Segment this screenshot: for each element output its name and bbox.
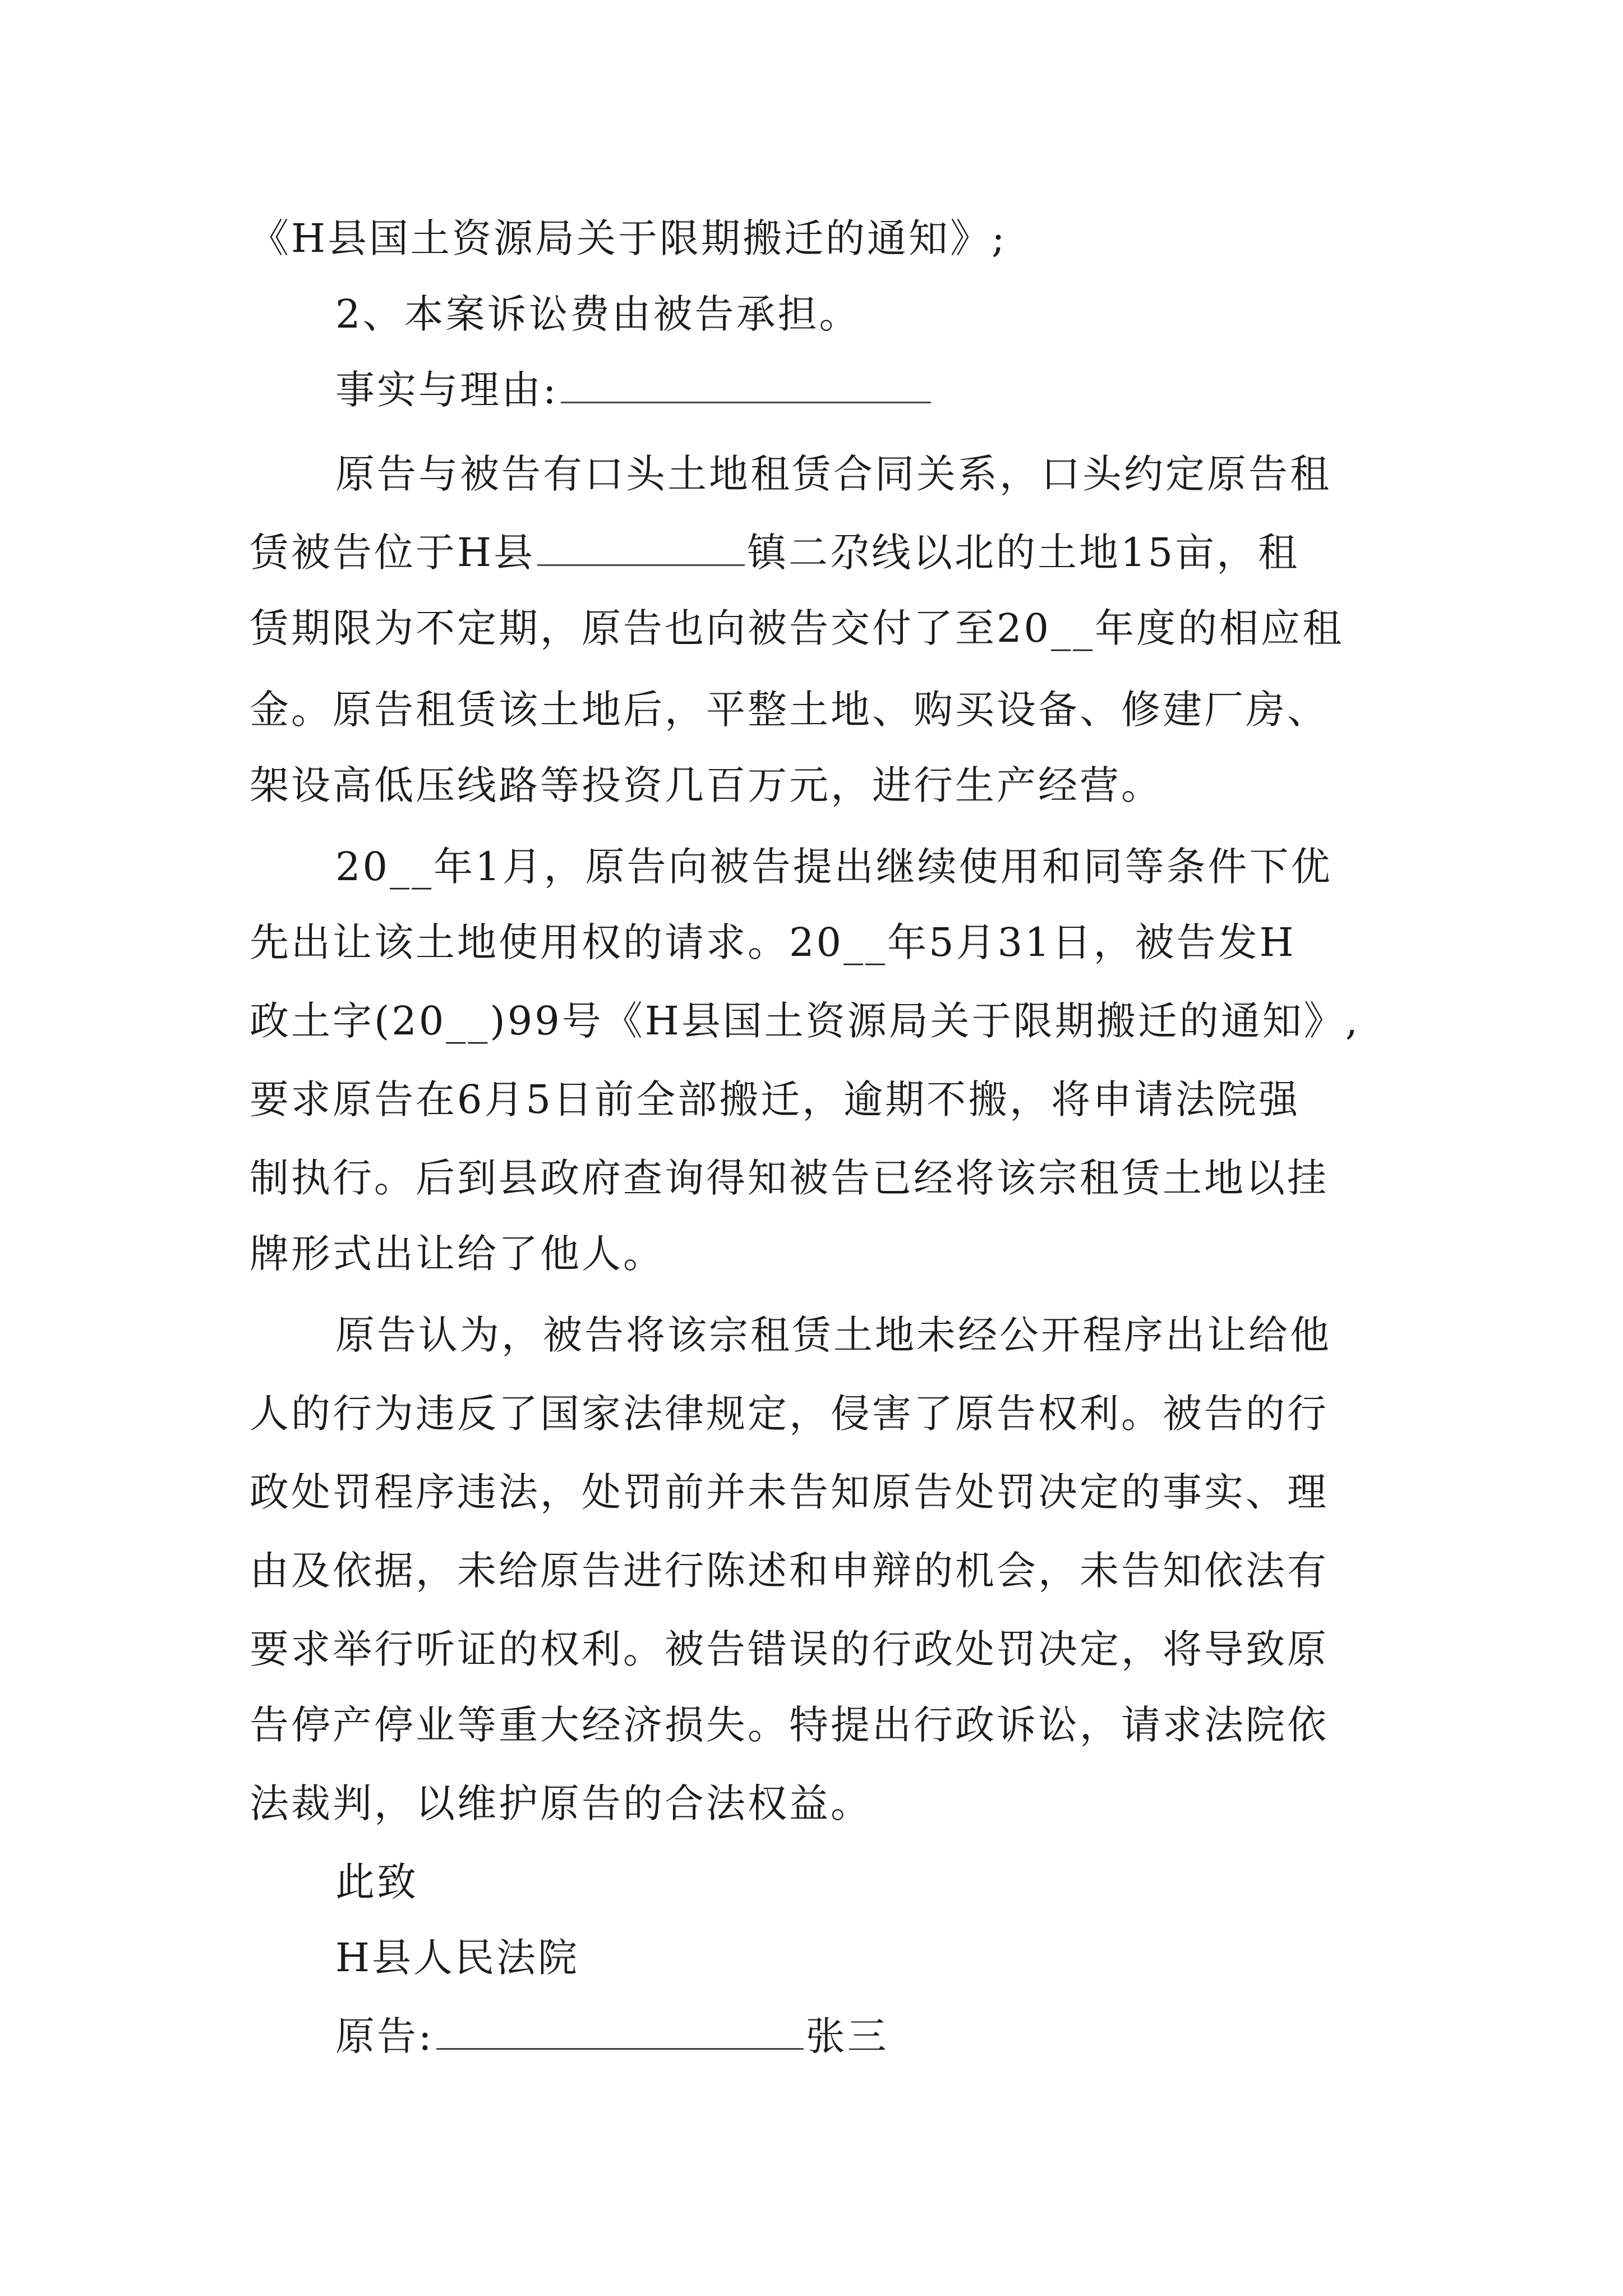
line-text: 政土字(20__)99号《H县国土资源局关于限期搬迁的通知》, [250,998,1361,1044]
line-text: 要求原告在6月5日前全部搬迁，逾期不搬，将申请法院强 [250,1076,1301,1122]
line-text: 原告: [335,2013,434,2059]
line-text: 20__年1月，原告向被告提出继续使用和同等条件下优 [335,844,1332,890]
text-line [335,365,933,415]
text-line [335,1310,1331,1360]
line-text: 要求举行听证的权利。被告错误的行政处罚决定，将导致原 [250,1626,1329,1672]
line-text: 赁被告位于H县 [250,530,536,576]
line-text: 由及依据，未给原告进行陈述和申辩的机会，未告知依法有 [250,1548,1329,1594]
text-line [250,1388,1329,1439]
text-line [250,917,1296,968]
line-text: 政处罚程序违法，处罚前并未告知原告处罚决定的事实、理 [250,1469,1329,1515]
line-text: 原告认为，被告将该宗租赁土地未经公开程序出让给他 [335,1312,1331,1358]
line-text: 先出让该土地使用权的请求。20__年5月31日，被告发H [250,919,1296,965]
line-text: 此致 [335,1859,418,1905]
text-line [335,1857,418,1907]
line-text: 人的行为违反了国家法律规定，侵害了原告权利。被告的行 [250,1391,1329,1437]
text-line [250,1074,1300,1125]
fill-blank [436,2013,804,2050]
line-text: 牌形式出让给了他人。 [250,1231,665,1277]
text-line [250,1228,665,1279]
text-line [335,449,1331,499]
text-line [250,760,1163,811]
text-line [335,2011,889,2062]
text-line [250,603,1344,654]
text-line [250,1778,872,1829]
line-text: 金。原告租赁该土地后，平整土地、购买设备、修建厂房、 [250,687,1329,733]
line-text: 2、本案诉讼费由被告承担。 [335,291,861,337]
line-text: 制执行。后到县政府查询得知被告已经将该宗租赁土地以挂 [250,1155,1329,1201]
text-line [250,527,1299,578]
text-line [335,841,1332,892]
text-line [250,1467,1329,1517]
text-line [250,1545,1329,1596]
text-line [250,996,1360,1046]
text-line [250,1624,1329,1674]
text-line [335,289,861,339]
text-line [250,1153,1329,1203]
text-line [250,1700,1329,1750]
text-line [250,213,1007,264]
line-text: 法裁判，以维护原告的合法权益。 [250,1780,872,1826]
line-text: 架设高低压线路等投资几百万元，进行生产经营。 [250,762,1163,808]
fill-blank [537,530,745,566]
line-text: 事实与理由: [335,367,559,413]
line-text: 原告与被告有口头土地租赁合同关系，口头约定原告租 [335,451,1331,497]
line-text: 赁期限为不定期，原告也向被告交付了至20__年度的相应租 [250,605,1344,651]
line-text: H县人民法院 [335,1935,580,1981]
text-line [250,684,1329,735]
fill-blank [561,367,931,403]
line-text: 告停产停业等重大经济损失。特提出行政诉讼，请求法院依 [250,1702,1329,1748]
line-text: 张三 [805,2013,889,2059]
line-text: 《H县国土资源局关于限期搬迁的通知》; [250,215,1007,261]
text-line [335,1932,579,1983]
line-text: 镇二尕线以北的土地15亩，租 [747,530,1300,576]
